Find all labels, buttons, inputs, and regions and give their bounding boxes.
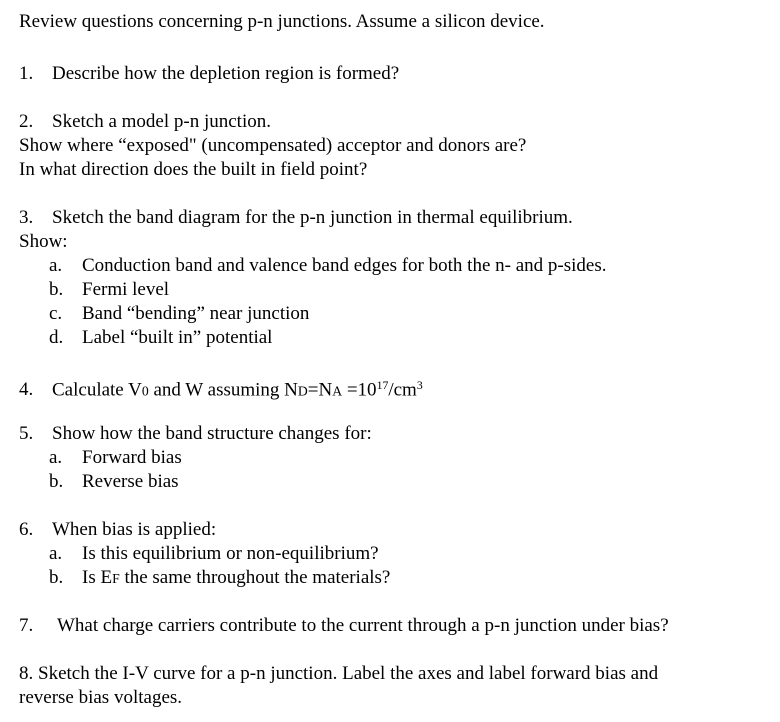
list-marker: c.	[49, 303, 63, 324]
question-5-item-a	[49, 446, 182, 470]
list-marker: b.	[49, 279, 64, 300]
question-4-text-2: and W assuming N	[148, 379, 298, 401]
list-item-text-1: Is E	[82, 567, 113, 588]
question-3-item-c	[49, 302, 309, 326]
question-7-text: What charge carriers contribute to the current through a p-n junction under bias?	[57, 615, 669, 636]
subscript-a: A	[332, 383, 343, 399]
question-4-text-4: =10	[342, 379, 377, 401]
list-item-text: Fermi level	[82, 279, 170, 300]
question-2-line-2: Show where “exposed" (uncompensated) acceptor and donors are?	[19, 135, 527, 156]
question-6-text: When bias is applied:	[52, 519, 217, 540]
list-marker: a.	[49, 543, 63, 564]
question-2-line-3: In what direction does the built in field point?	[19, 159, 368, 180]
question-3-text: Sketch the band diagram for the p-n junction in thermal equilibrium.	[52, 207, 573, 228]
question-4-text-3: =N	[307, 379, 333, 401]
question-4-text-1: Calculate V	[52, 379, 142, 401]
question-2-number: 2.	[19, 111, 34, 132]
question-3-item-d	[49, 326, 272, 350]
list-marker: b.	[49, 567, 64, 588]
question-3-show-label: Show:	[19, 231, 68, 252]
question-5	[19, 422, 372, 446]
question-3-item-a	[49, 254, 606, 278]
list-item-text-2: the same throughout the materials?	[119, 567, 391, 588]
question-6-item-b	[49, 566, 390, 591]
question-5-item-b	[49, 470, 179, 494]
list-item-text: Reverse bias	[82, 471, 179, 492]
list-marker: a.	[49, 447, 63, 468]
question-6	[19, 518, 216, 542]
question-1-number: 1.	[19, 63, 34, 84]
list-item-text: Is this equilibrium or non-equilibrium?	[82, 543, 379, 564]
question-8-line-2: reverse bias voltages.	[19, 687, 183, 708]
superscript-17: 17	[376, 379, 389, 392]
subscript-d: D	[297, 383, 308, 399]
question-7	[19, 614, 669, 638]
question-4-number: 4.	[19, 379, 34, 401]
subscript-zero: 0	[141, 383, 149, 399]
question-6-item-a	[49, 542, 379, 566]
question-5-number: 5.	[19, 423, 34, 444]
question-7-number: 7.	[19, 615, 34, 636]
question-3-item-b	[49, 278, 169, 302]
question-3	[19, 206, 573, 230]
list-marker: a.	[49, 255, 63, 276]
question-4-text-5: /cm	[388, 379, 417, 401]
list-marker: d.	[49, 327, 64, 348]
question-3-number: 3.	[19, 207, 34, 228]
question-2-text: Sketch a model p-n junction.	[52, 111, 271, 132]
question-1-text: Describe how the depletion region is formed?	[52, 63, 400, 84]
question-1	[19, 62, 399, 86]
question-6-number: 6.	[19, 519, 34, 540]
list-item-text: Band “bending” near junction	[82, 303, 310, 324]
list-item-text: Forward bias	[82, 447, 182, 468]
question-2	[19, 110, 271, 134]
question-4	[19, 374, 423, 403]
intro-text: Review questions concerning p-n junctions. Assume a silicon device.	[19, 11, 545, 32]
subscript-f: F	[112, 571, 120, 586]
list-marker: b.	[49, 471, 64, 492]
question-8-line-1: 8. Sketch the I-V curve for a p-n junction. Label the axes and label forward bias and	[19, 663, 659, 684]
list-item-text: Label “built in” potential	[82, 327, 273, 348]
superscript-3: 3	[416, 379, 423, 392]
list-item-text: Conduction band and valence band edges for both the n- and p-sides.	[82, 255, 607, 276]
question-5-text: Show how the band structure changes for:	[52, 423, 372, 444]
